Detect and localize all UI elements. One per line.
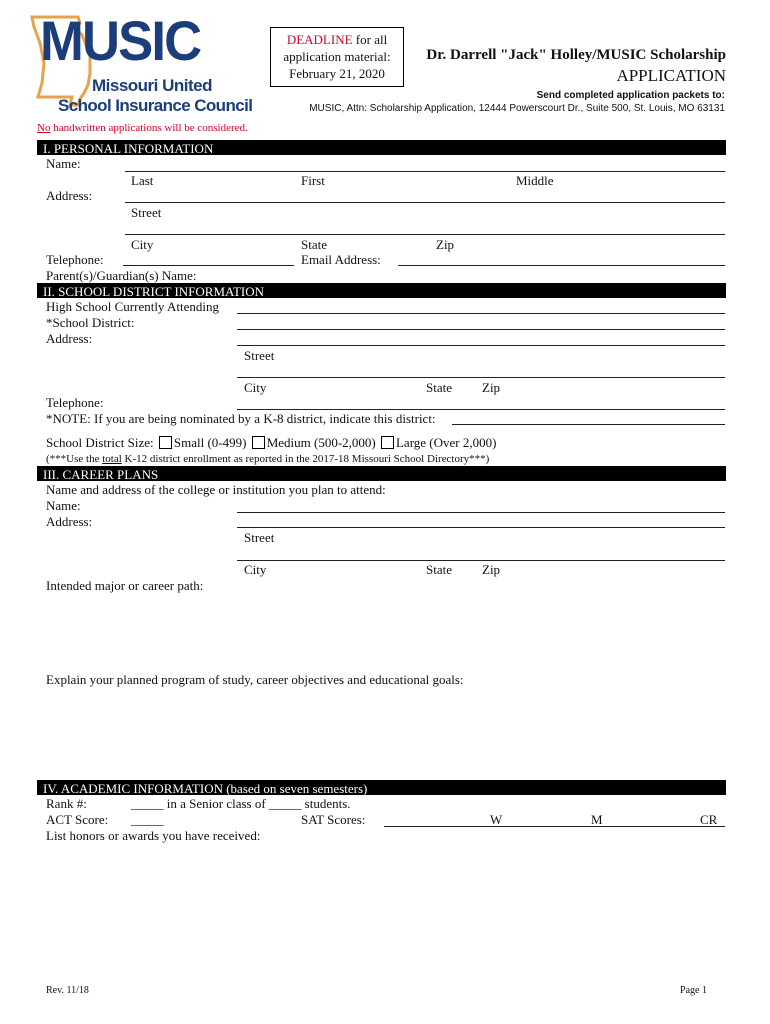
goals-answer-area[interactable] [46, 690, 725, 776]
name-label: Name: [46, 156, 81, 171]
deadline-rest: for all [352, 32, 388, 47]
high-school-label: High School Currently Attending [46, 299, 219, 314]
school-city-field[interactable] [237, 377, 725, 378]
sat-w-caption: W [490, 812, 503, 827]
college-prompt: Name and address of the college or institution you plan to attend: [46, 482, 386, 497]
section-personal-title: I. PERSONAL INFORMATION [43, 141, 214, 156]
major-answer-area[interactable] [46, 594, 725, 664]
section-school-title: II. SCHOOL DISTRICT INFORMATION [43, 284, 265, 299]
mailing-address: MUSIC, Attn: Scholarship Application, 12444 Powerscourt Dr., Suite 500, St. Louis, MO 63131 [309, 103, 725, 114]
rank-end: students. [301, 796, 351, 811]
act-label: ACT Score: [46, 812, 109, 827]
sat-m-caption: M [591, 812, 603, 827]
college-city-field[interactable] [237, 560, 725, 561]
telephone-field[interactable] [123, 265, 294, 266]
enroll-post: K-12 district enrollment as reported in the 2017-18 Missouri School Directory***) [121, 453, 490, 465]
honors-label: List honors or awards you have received: [46, 828, 261, 843]
college-city-caption: City [244, 562, 267, 577]
honors-answer-area[interactable] [46, 846, 725, 966]
rank-row [46, 796, 87, 811]
notice-rest: handwritten applications will be considered. [50, 122, 248, 134]
major-label: Intended major or career path: [46, 578, 204, 593]
size-large-label: Large (Over 2,000) [395, 435, 497, 450]
section-career-title: III. CAREER PLANS [43, 467, 159, 482]
school-address-label: Address: [46, 331, 93, 346]
application-heading: APPLICATION [616, 66, 726, 85]
deadline-date: February 21, 2020 [289, 66, 385, 81]
high-school-field[interactable] [237, 313, 725, 314]
address-city-field[interactable] [125, 234, 725, 235]
address-street-field[interactable] [125, 202, 725, 203]
page-number: Page 1 [680, 985, 707, 996]
telephone-label: Telephone: [46, 252, 104, 267]
state-caption: State [301, 237, 327, 252]
size-large-checkbox[interactable] [381, 436, 394, 449]
zip-caption: Zip [436, 237, 455, 252]
school-street-caption: Street [244, 348, 275, 363]
act-blank[interactable]: _____ [131, 812, 164, 827]
logo-music-wordmark: MUSIC [40, 9, 201, 72]
college-name-field[interactable] [237, 512, 725, 513]
revision-label: Rev. 11/18 [46, 985, 89, 996]
scholarship-title: Dr. Darrell "Jack" Holley/MUSIC Scholarship [426, 47, 726, 63]
size-small-checkbox[interactable] [159, 436, 172, 449]
college-state-caption: State [426, 562, 452, 577]
district-size-label: School District Size: [46, 435, 154, 450]
explain-goals-label: Explain your planned program of study, career objectives and educational goals: [46, 672, 464, 687]
email-field[interactable] [398, 265, 725, 266]
enroll-pre: (***Use the [46, 453, 103, 465]
music-logo [30, 9, 262, 121]
section-school-header [37, 283, 726, 298]
address-label: Address: [46, 188, 93, 203]
middle-caption: Middle [516, 173, 554, 188]
school-city-caption: City [244, 380, 267, 395]
school-district-label: *School District: [46, 315, 135, 330]
k8-note-label: *NOTE: If you are being nominated by a K-8 district, indicate this district: [46, 411, 436, 426]
rank-mid: in a Senior class of [163, 796, 269, 811]
rank-label: Rank #: [46, 796, 87, 811]
school-zip-caption: Zip [482, 380, 501, 395]
college-street-caption: Street [244, 530, 275, 545]
enrollment-note [46, 452, 489, 466]
size-medium-checkbox[interactable] [252, 436, 265, 449]
enroll-total: total [102, 453, 122, 465]
rank-blank[interactable]: _____ [131, 796, 164, 811]
deadline-box [270, 27, 404, 87]
school-telephone-label: Telephone: [46, 395, 104, 410]
school-telephone-field[interactable] [237, 409, 725, 410]
district-size-row [46, 435, 496, 450]
logo-line-1: Missouri United [92, 76, 213, 95]
first-caption: First [301, 173, 325, 188]
city-caption: City [131, 237, 154, 252]
section-personal-header [37, 140, 726, 155]
section-academic-title: IV. ACADEMIC INFORMATION (based on seven semesters) [43, 781, 368, 796]
logo-line-2: School Insurance Council [58, 96, 253, 115]
school-address-field[interactable] [237, 345, 725, 346]
sat-cr-caption: CR [700, 812, 718, 827]
size-medium-label: Medium (500-2,000) [266, 435, 376, 450]
college-name-label: Name: [46, 498, 81, 513]
size-small-label: Small (0-499) [173, 435, 247, 450]
notice-no: No [37, 122, 51, 134]
handwritten-notice [37, 121, 248, 135]
k8-district-field[interactable] [452, 424, 725, 425]
deadline-word: DEADLINE [286, 32, 353, 47]
college-address-field[interactable] [237, 527, 725, 528]
section-academic-header [37, 780, 726, 795]
college-address-label: Address: [46, 514, 93, 529]
class-size-blank[interactable]: _____ [268, 796, 302, 811]
parent-guardian-label: Parent(s)/Guardian(s) Name: [46, 268, 197, 283]
last-caption: Last [131, 173, 154, 188]
school-state-caption: State [426, 380, 452, 395]
sat-scores-field[interactable] [384, 826, 725, 827]
send-packets-label: Send completed application packets to: [536, 90, 725, 101]
rank-row-fill [131, 796, 351, 811]
college-zip-caption: Zip [482, 562, 501, 577]
sat-label: SAT Scores: [301, 812, 366, 827]
deadline-line-2: application material: [283, 49, 391, 64]
school-district-field[interactable] [237, 329, 725, 330]
section-career-header [37, 466, 726, 481]
street-caption: Street [131, 205, 162, 220]
name-field[interactable] [125, 171, 725, 172]
email-label: Email Address: [301, 252, 381, 267]
